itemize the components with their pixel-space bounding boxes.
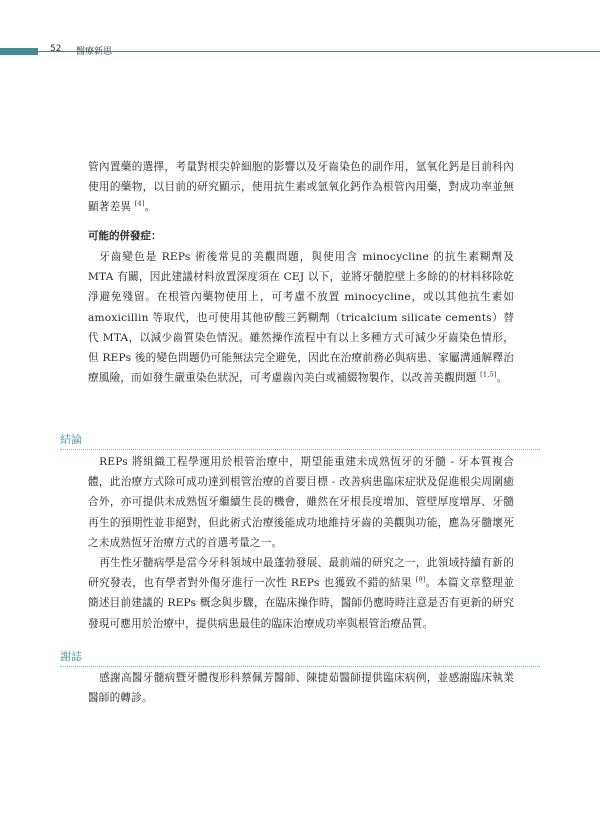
- conclusion-block: [88, 452, 514, 634]
- journal-title: 醫療新思: [76, 47, 113, 57]
- intro-paragraph: 管內置藥的選擇，考量對根尖幹細胞的影響以及牙齒染色的副作用，氫氧化鈣是目前科內使用的藥物，以目前的研究顯示，使用抗生素或氫氧化鈣作為根管內用藥，對成功率並無顯著差異 [4]。: [88, 161, 514, 214]
- citation: [4]: [134, 199, 145, 208]
- conclusion-paragraph-1: REPs 將組織工程學運用於根管治療中，期望能重建未成熟恆牙的牙髓 - 牙本質複合體，此治療方式除可成功達到根管治療的首要目標 - 改善病患臨床症狀及促進根尖周圍癒合外，亦可提供未成熟恆牙繼續生長的機會，雖然在牙根長度增加、管壁厚度增厚、牙髓再生的預期性並非絕對，但此術式治療後能成功地維持牙齒的美觀與功能，應為牙髓壞死之未成熟恆牙治療方式的首選考量之一。: [88, 456, 514, 549]
- conclusion-heading: 結論: [60, 433, 82, 446]
- acknowledgement-heading: 謝誌: [60, 650, 82, 663]
- complications-block: [88, 228, 514, 388]
- page-number: 52: [50, 44, 62, 54]
- citation: [9]: [415, 575, 426, 584]
- citation: [1,5]: [480, 370, 497, 379]
- acknowledgement-paragraph: 感謝高醫牙髓病暨牙體復形科蔡佩芳醫師、陳捷茹醫師提供臨床病例，並感謝臨床執業醫師的轉診。: [88, 672, 514, 705]
- header-rule: [38, 51, 600, 52]
- intro-paragraph-block: [88, 157, 514, 218]
- acknowledgement-block: [88, 668, 514, 708]
- conclusion-paragraph-2: 再生性牙髓病學是當今牙科領域中最蓬勃發展、最前端的研究之一，此領域持續有新的研究發表，也有學者對外傷牙進行一次性 REPs 也獲致不錯的結果 [9]。本篇文章整理並簡述目前建議的 REPs 概念與步驟，在臨床操作時，醫師仍應時時注意是否有更新的研究發現可應用於治療中，提供病患最佳的臨床治療成功率與根管治療品質。: [88, 557, 514, 630]
- complications-paragraph: 牙齒變色是 REPs 術後常見的美觀問題，與使用含 minocycline 的抗生素糊劑及 MTA 有關，因此建議材料放置深度須在 CEJ 以下，並將牙髓腔壁上多餘的的材料移除乾淨避免殘留。在根管內藥物使用上，可考慮不放置 minocycline，或以其他抗生素如 amoxicillin 等取代，也可使用其他矽酸三鈣糊劑（tricalcium silicate cements）替代 MTA，以減少齒質染色情況。雖然操作流程中有以上多種方式可減少牙齒染色情形，但 REPs 後的變色問題仍可能無法完全避免，因此在治療前務必與病患、家屬溝通解釋治療風險，而如發生嚴重染色狀況，可考慮齒內美白或補綴物製作，以改善美觀問題 [1,5]。: [88, 251, 514, 385]
- header-accent-bar: [0, 48, 38, 55]
- acknowledgement-divider: [60, 666, 540, 667]
- complications-heading: 可能的併發症：: [88, 230, 162, 242]
- conclusion-divider: [60, 449, 540, 450]
